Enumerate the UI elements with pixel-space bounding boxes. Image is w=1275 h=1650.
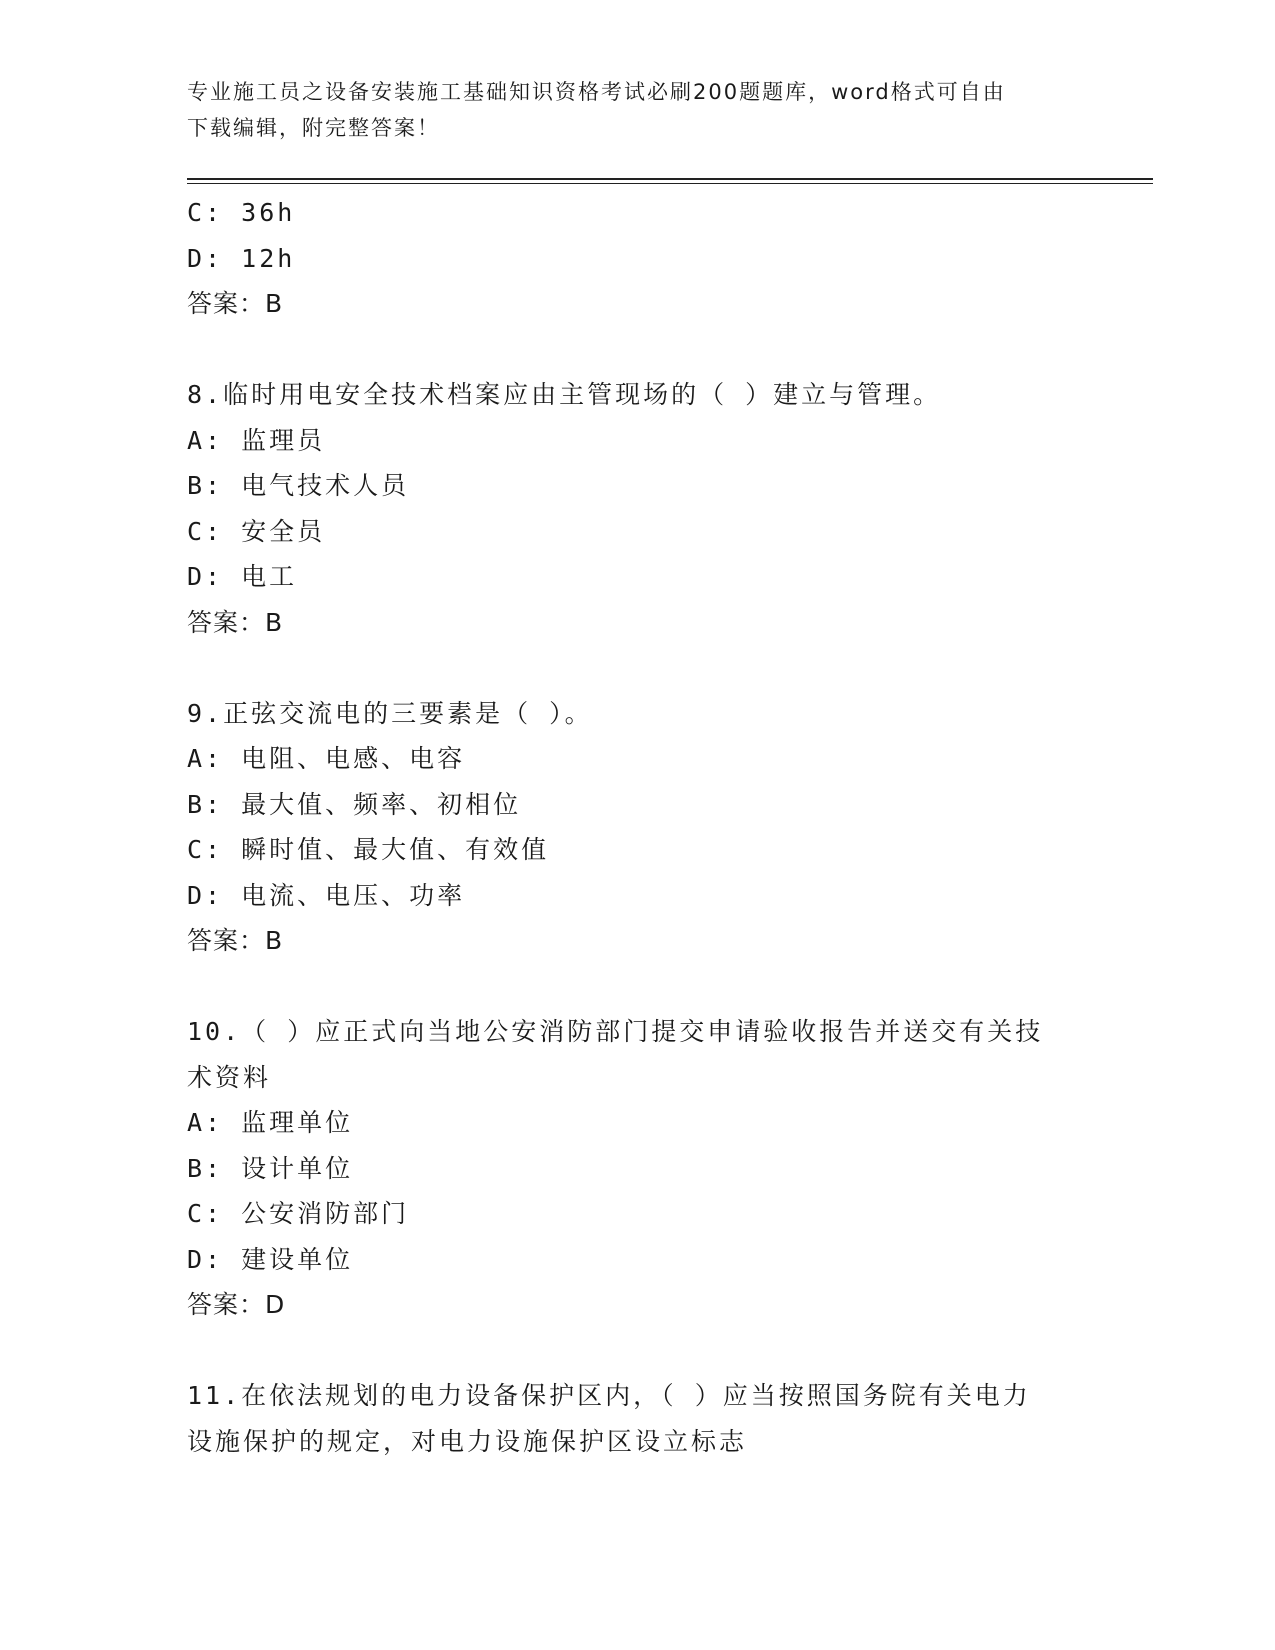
question-text: 8.临时用电安全技术档案应由主管现场的（ ）建立与管理。 [187, 380, 942, 409]
question-9-block [187, 691, 1067, 964]
answer-line: 答案：B [187, 289, 284, 318]
question-text-line-1: 10.（ ）应正式向当地公安消防部门提交申请验收报告并送交有关技 [187, 1017, 1044, 1046]
option-c: C: 36h [187, 198, 296, 227]
answer-line: 答案：D [187, 1290, 286, 1319]
document-header [187, 74, 1067, 146]
spacer [187, 645, 1067, 691]
question-7-block [187, 190, 1067, 327]
option-c: C: 公安消防部门 [187, 1199, 410, 1228]
option-c: C: 瞬时值、最大值、有效值 [187, 835, 550, 864]
option-c: C: 安全员 [187, 516, 326, 546]
question-text-line-2: 设施保护的规定，对电力设施保护区设立标志 [187, 1426, 748, 1456]
spacer [187, 1328, 1067, 1374]
answer-line: 答案：B [187, 607, 284, 637]
question-text: 9.正弦交流电的三要素是（ ）。 [187, 698, 593, 728]
option-a: A: 监理员 [187, 425, 326, 455]
question-8-block [187, 372, 1067, 645]
option-a: A: 监理单位 [187, 1108, 354, 1137]
answer-line: 答案：B [187, 926, 284, 955]
header-line-2: 下载编辑，附完整答案！ [187, 116, 440, 140]
option-b: B: 电气技术人员 [187, 471, 410, 500]
option-d: D: 电工 [187, 562, 298, 591]
option-b: B: 设计单位 [187, 1153, 354, 1183]
question-10-block [187, 1009, 1067, 1328]
question-content [187, 190, 1067, 1464]
header-line-1: 专业施工员之设备安装施工基础知识资格考试必刷200题题库，word格式可自由 [187, 80, 1006, 104]
option-b: B: 最大值、频率、初相位 [187, 789, 522, 819]
header-rule-thin [187, 183, 1153, 184]
header-rule-thick [187, 178, 1153, 180]
spacer [187, 964, 1067, 1010]
option-d: D: 电流、电压、功率 [187, 880, 466, 910]
option-d: D: 12h [187, 243, 296, 273]
option-a: A: 电阻、电感、电容 [187, 744, 466, 773]
option-d: D: 建设单位 [187, 1244, 354, 1274]
question-11-block [187, 1373, 1067, 1464]
spacer [187, 327, 1067, 373]
question-text-line-2: 术资料 [187, 1062, 272, 1092]
question-text-line-1: 11.在依法规划的电力设备保护区内，（ ）应当按照国务院有关电力 [187, 1381, 1031, 1410]
